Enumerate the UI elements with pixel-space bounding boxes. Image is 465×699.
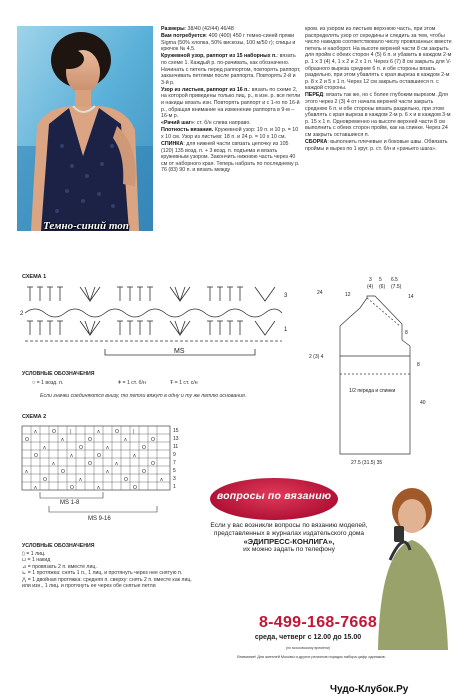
schema-1-row-1: 1 (284, 327, 288, 333)
svg-text:ʌ: ʌ (34, 485, 37, 491)
ad-attention: Внимание! Для жителей Москвы и других регионов порядок набора цифр одинаков. (237, 655, 386, 659)
dim-bottom-width: 27.5 (31.5) 35 (351, 460, 383, 466)
dim-24: 24 (317, 290, 323, 296)
dim-top-5: 5 (379, 277, 382, 283)
svg-text:ʌ: ʌ (124, 437, 127, 443)
schema-2-row-11: 11 (173, 444, 179, 450)
schema-1-row-2: 2 (20, 311, 24, 317)
schema-2-row-7: 7 (173, 460, 176, 466)
dim-top-6: (6) (379, 284, 386, 290)
svg-text:O: O (25, 437, 29, 443)
schema-2-row-9: 9 (173, 452, 176, 458)
svg-text:O: O (115, 429, 119, 435)
svg-text:O: O (151, 461, 155, 467)
svg-text:ʌ: ʌ (34, 429, 37, 435)
pattern-piece-label: 1/2 переда и спинки (349, 388, 396, 394)
svg-text:O: O (124, 477, 128, 483)
svg-text:ʌ: ʌ (97, 429, 100, 435)
schema-2-row-3: 3 (173, 476, 176, 482)
svg-text:ʌ: ʌ (133, 453, 136, 459)
schema-2-row-13: 13 (173, 436, 179, 442)
svg-text:O: O (79, 445, 83, 451)
schema-1-legend-item-3: Ŧ = 1 ст. с/н (170, 380, 198, 386)
schema-2-row-5: 5 (173, 468, 176, 474)
schema-1-note: Если значки соединяются внизу, то петли вяжут в одну и ту же петлю основания. (40, 393, 247, 399)
svg-text:O: O (142, 469, 146, 475)
pattern-diagram (305, 276, 445, 471)
schema-2-row-1: 1 (173, 484, 176, 490)
ad-phone-number[interactable]: 8-499-168-7668 (258, 614, 378, 631)
dim-top-7-5: (7.5) (391, 284, 402, 290)
svg-text:O: O (88, 461, 92, 467)
ad-publisher: «ЭДИПРЕСС-КОНЛИГА», (243, 537, 335, 546)
instructions-column-2: кром. из узором из листьев верхнюю часть, при этом распределять узор от середины и следить за тем, чтобы число накидов соответствовало числу провязанных вместе петель и наоборот. На высоте верхней части 8 см закрыть для пройм с обеих сторон 4 (5) 6 п. и убавить в каждом 2-м р. 1 х 3 (4) 4, 1 х 2 и 2 х 1 п. Через 6 (7) 8 см закрыть для V-образного выреза средние 6 п. и обе стороны вязать раздельно, при этом убавлять с края выреза в каждом 2-м р. 8 х 2 и 5 х 1 п. Через 12 см закрыть оставшиеся п. с каждой стороны. ПЕРЕД: вязать так же, но с более глубоким вырезом. Для этого через 2 (3) 4 от начала верхней части закрыть среднюю 6 п. и обе стороны вязать раздельно, при этом убавлять с края выреза в каждом 2-м р. 6 х и в каждом 3-м р. 15 х 1 п. Одновременно на высоте верхней части 8 см выполнить с обеих сторон пройм, как на спинке. Через 24 см закрыть оставшиеся п. СБОРКА: выполнить плечевые и боковые швы. Обвязать проймы и вырез по 1 круг. р. ст. б/н и «рачьего шага». (305, 26, 452, 152)
svg-text:O: O (70, 485, 74, 491)
schema-2-row-15: 15 (173, 428, 179, 434)
schema-2-chart (20, 424, 195, 534)
schema-2-title: СХЕМА 2 (22, 414, 47, 420)
schema-1-title: СХЕМА 1 (22, 274, 47, 280)
svg-text:ʌ: ʌ (61, 437, 64, 443)
schema-1-chart (20, 283, 295, 378)
ad-msk-note: (по московскому времени) (285, 646, 331, 650)
dim-top-4: (4) (367, 284, 374, 290)
photo-caption: Темно-синий топ (43, 220, 129, 232)
svg-text:O: O (97, 453, 101, 459)
svg-text:ʌ: ʌ (70, 453, 73, 459)
ad-hours: среда, четверг с 12.00 до 15.00 (254, 634, 362, 641)
schema-2-legend-item-2: ⊔ = 1 накид (22, 557, 51, 564)
schema-2-legend-item-4: ⊾ = 1 протяжка: снять 1 п., 1 лиц. и протянуть через нее снятую п. (22, 570, 183, 577)
schema-2-legend-title: УСЛОВНЫЕ ОБОЗНАЧЕНИЯ (22, 543, 95, 549)
svg-text:O: O (151, 437, 155, 443)
dim-12: 12 (345, 292, 351, 298)
svg-text:ʌ: ʌ (115, 461, 118, 467)
dim-14: 14 (408, 294, 414, 300)
dim-40: 40 (420, 400, 426, 406)
schema-2-ms-1-8: MS 1-8 (60, 500, 80, 506)
schema-1-legend-item-1: ○ = 1 возд. п. (32, 380, 64, 386)
svg-text:O: O (43, 477, 47, 483)
svg-text:ʌ: ʌ (79, 477, 82, 483)
svg-text:|: | (70, 429, 72, 435)
schema-1-legend-title: УСЛОВНЫЕ ОБОЗНАЧЕНИЯ (22, 371, 95, 377)
schema-2-legend-item-5: ⋀ = 1 двойная протяжка: средняя п. сверху: снять 2 п. вместе как лиц. или изн., 1 лиц. и протянуть ее через обе снятые петли (22, 576, 192, 590)
svg-text:|: | (133, 429, 135, 435)
svg-text:O: O (133, 485, 137, 491)
schema-2-legend (22, 551, 192, 589)
svg-text:ʌ: ʌ (52, 461, 55, 467)
svg-text:ʌ: ʌ (160, 477, 163, 483)
schema-2-legend-item-1: ▯ = 1 лиц. (22, 551, 46, 557)
ad-bubble-text: вопросы по вязанию (216, 490, 332, 502)
svg-text:O: O (142, 445, 146, 451)
ad-body-text-1: Если у вас возникли вопросы по вязанию моделей, представленных в журналах издательского дома (210, 522, 368, 537)
svg-text:ʌ: ʌ (106, 445, 109, 451)
dim-top-6-5: 6.5 (391, 277, 398, 283)
instructions-column-1: Размеры: 38/40 (42/44) 46/48 Вам потребуется: 400 (400) 450 г темно-синей пряжи Sigma (50% хлопка, 50% вискозы, 100 м/50 г); спицы и крючок № 4.5. Кружевной узор, раппорт из 15 наборных п.: вязать по схеме 1. Каждый р. по-рачивать, как обозначено. Начинать с петель перед раппортом, повторять раппорт, заканчивать петлями после раппорта. Повторять 2-й и 3-й р. Узор из листьев, раппорт из 16 п.: вязать по схеме 2, на которой приведены только лиц. р., в изн. р. все петли и накиды вязать изн. Повторять раппорт и с 1-го по 16-й р., обращая внимание на изменение раппорта в 9-м – 16-м р. «Рачий шаг»: ст. б/н слева направо. Плотность вязания. Кружевной узор: 19 п. и 10 р. = 10 х 10 см. Узор из листьев: 18 п. и 24 р. = 10 х 10 см. СПИНКА: для нижней части связать цепочку из 105 (120) 135 возд. п. + 3 возд. п. подъема и вязать кружевным узором. Закончить нижнюю часть через 40 см от наборного края. Теперь набрать по последнему р. 76 (83) 90 п. и вязать между (161, 26, 301, 174)
ad-body (204, 522, 374, 554)
svg-text:ʌ: ʌ (25, 469, 28, 475)
svg-text:O: O (88, 437, 92, 443)
svg-text:O: O (34, 453, 38, 459)
dim-2-3-4: 2 (3) 4 (309, 354, 324, 360)
schema-2-legend-item-3: ⊿ = провязать 2 п. вместе лиц. (22, 563, 97, 570)
svg-text:ʌ: ʌ (43, 445, 46, 451)
model-photo (17, 26, 153, 231)
schema-2-ms-9-16: MS 9-16 (88, 516, 111, 522)
ad-body-text-2: их можно задать по телефону (243, 546, 335, 553)
schema-1-row-3: 3 (284, 293, 288, 299)
svg-text:O: O (52, 429, 56, 435)
watermark: Чудо-Клубок.Ру (330, 684, 409, 695)
svg-text:O: O (61, 469, 65, 475)
dim-8-lower: 8 (417, 362, 420, 368)
dim-8: 8 (405, 330, 408, 336)
dim-top-3: 3 (369, 277, 372, 283)
schema-1-legend-item-2: ǂ = 1 ст. б/н (118, 380, 146, 386)
svg-text:ʌ: ʌ (106, 469, 109, 475)
svg-text:ʌ: ʌ (97, 485, 100, 491)
schema-1-ms-label: MS (174, 348, 185, 355)
